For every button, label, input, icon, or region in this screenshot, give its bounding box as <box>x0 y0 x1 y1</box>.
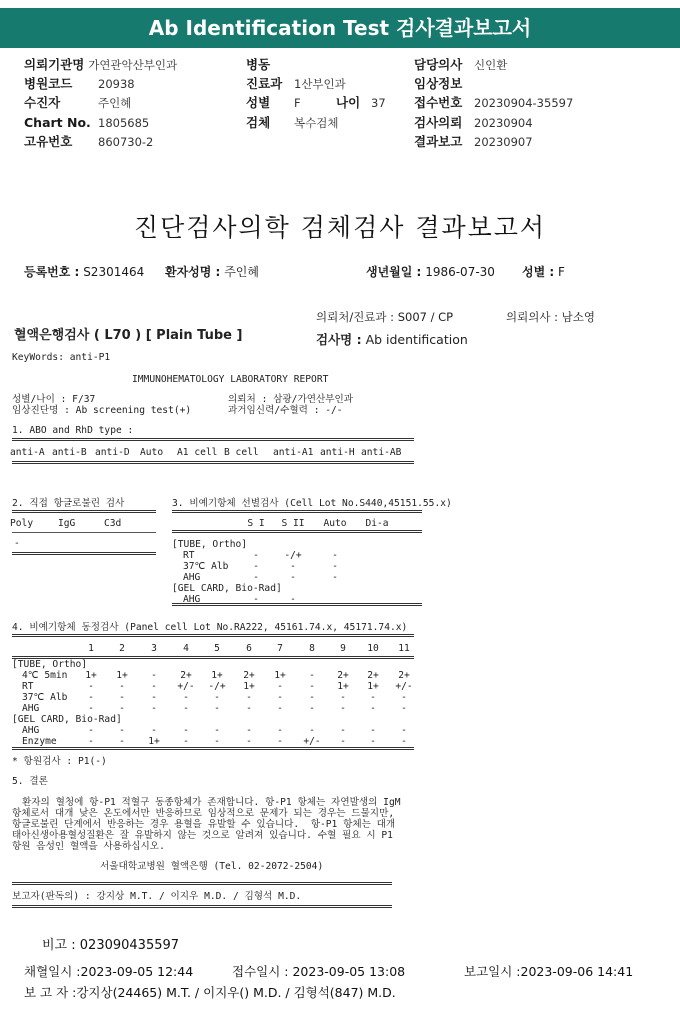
panel-cell: - <box>277 725 283 736</box>
panel-cell: 2+ <box>398 670 410 681</box>
panel-cell: - <box>309 725 315 736</box>
panel-cell: - <box>151 703 157 714</box>
hospital-row <box>24 58 177 72</box>
conclusion-line: 항원 음성인 혈액을 사용하십시오. <box>12 841 165 852</box>
final-reporter-value: 강지상(24465) M.T. / 이지우() M.D. / 김형석(847) M.D. <box>76 985 396 1000</box>
screen-cell: - <box>253 550 259 561</box>
sex-value: F <box>294 96 301 110</box>
history: 과거임신력/수혈력 : -/- <box>228 405 343 416</box>
panel-cell: - <box>183 736 189 747</box>
divider <box>12 510 156 513</box>
panel-cell: 1+ <box>85 670 97 681</box>
panel-row-label: Enzyme <box>22 736 57 747</box>
divider <box>12 461 414 464</box>
blood-bank-contact: 서울대학교병원 혈액은행 (Tel. 02-2072-2504) <box>100 861 324 872</box>
conclusion-title: 5. 결론 <box>12 776 48 787</box>
divider <box>172 530 422 533</box>
panel-cell: - <box>401 692 407 703</box>
registration-no: 등록번호 : S2301464 <box>24 265 145 279</box>
abo-title: 1. ABO and RhD type : <box>12 425 134 436</box>
panel-cell: - <box>246 703 252 714</box>
id-label: 고유번호 <box>24 134 73 149</box>
panel-cell: - <box>309 692 315 703</box>
screen-cell: - <box>253 594 259 605</box>
panel-cell: - <box>151 725 157 736</box>
patient-name-value: 주인혜 <box>224 265 259 279</box>
conclusion-line: 항글로불린 단계에서 반응하는 경우 용혈을 유발할 수 있습니다. 항-P1 항체는 대개 <box>12 819 396 830</box>
screen-cell: - <box>253 561 259 572</box>
panel-cell: - <box>340 736 346 747</box>
panel-row-label: 4℃ 5min <box>22 670 68 681</box>
panel-cell: - <box>119 725 125 736</box>
panel-cell: 1+ <box>367 681 379 692</box>
panel-col: 8 <box>309 643 315 654</box>
sex-label: 성별 <box>246 95 271 110</box>
patient-sex: 성별 : F <box>522 265 565 279</box>
panel-cell: - <box>246 725 252 736</box>
remark-value: 023090435597 <box>79 938 180 953</box>
dob-value: 1986-07-30 <box>425 265 495 279</box>
panel-col: 9 <box>340 643 346 654</box>
panel-title: 4. 비예기항체 동정검사 (Panel cell Lot No.RA222, 45161.74.x, 45171.74.x) <box>12 622 408 633</box>
dept-label: 진료과 <box>246 76 283 91</box>
panel-cell: - <box>119 703 125 714</box>
report-value: 2023-09-06 14:41 <box>520 964 634 979</box>
panel-cell: - <box>277 736 283 747</box>
abo-col: anti-A1 <box>273 447 314 458</box>
divider <box>12 532 156 533</box>
panel-cell: - <box>214 736 220 747</box>
final-reporter: 보 고 자 :강지상(24465) M.T. / 이지우() M.D. / 김형석(847) M.D. <box>24 985 396 1000</box>
panel-col: 7 <box>277 643 283 654</box>
divider <box>12 634 414 637</box>
test-name-value: Ab identification <box>365 332 468 347</box>
id-value: 860730-2 <box>98 135 154 149</box>
panel-cell: - <box>88 681 94 692</box>
panel-cell: +/- <box>303 736 321 747</box>
panel-cell: - <box>340 725 346 736</box>
panel-cell: - <box>183 703 189 714</box>
divider <box>172 510 422 513</box>
panel-cell: - <box>370 736 376 747</box>
main-report-title: 진단검사의학 검체검사 결과보고서 <box>133 213 547 242</box>
panel-cell: - <box>151 692 157 703</box>
screen-title: 3. 비예기항체 선별검사 (Cell Lot No.S440,45151.55.x) <box>172 498 452 509</box>
panel-row-label: RT <box>22 681 34 692</box>
panel-row-label: [GEL CARD, Bio-Rad] <box>12 714 122 725</box>
referral-dept: 의뢰처/진료과 : S007 / CP <box>316 310 454 324</box>
screen-row-label: RT <box>183 550 195 561</box>
reporter-line: 보고자(판독의) : 강지상 M.T. / 이지우 M.D. / 김형석 M.D. <box>12 891 302 902</box>
dept-value: 1산부인과 <box>294 77 346 91</box>
screen-row-label: AHG <box>183 594 201 605</box>
panel-cell: - <box>88 703 94 714</box>
request-label: 검사의뢰 <box>414 115 463 130</box>
panel-cell: - <box>277 692 283 703</box>
code-value: 20938 <box>98 77 135 91</box>
panel-cell: 2+ <box>337 670 349 681</box>
receiver-label: 수진자 <box>24 95 61 110</box>
divider <box>12 552 156 555</box>
receive-value: 2023-09-05 13:08 <box>292 964 406 979</box>
report-value: 20230907 <box>474 135 533 149</box>
dat-col: IgG <box>58 518 76 529</box>
abo-col: anti-H <box>320 447 355 458</box>
specimen-label: 검체 <box>246 115 271 130</box>
panel-row-label: AHG <box>22 725 40 736</box>
panel-row-label: [TUBE, Ortho] <box>12 659 88 670</box>
lab-report-title: IMMUNOHEMATOLOGY LABORATORY REPORT <box>132 374 329 385</box>
abo-col: B cell <box>224 447 259 458</box>
screen-row-label: [GEL CARD, Bio-Rad] <box>172 583 282 594</box>
panel-cell: - <box>401 703 407 714</box>
screen-cell: - <box>290 594 296 605</box>
panel-col: 5 <box>214 643 220 654</box>
panel-cell: - <box>370 692 376 703</box>
screen-col: Auto <box>323 518 347 529</box>
screen-col: Di-a <box>365 518 389 529</box>
panel-cell: - <box>214 692 220 703</box>
abo-col: A1 cell <box>177 447 218 458</box>
code-label: 병원코드 <box>24 76 73 91</box>
panel-cell: - <box>277 703 283 714</box>
antigen-result: * 항원검사 : P1(-) <box>12 756 107 767</box>
panel-cell: - <box>214 725 220 736</box>
doctor-value: 신인환 <box>474 58 508 72</box>
panel-col: 10 <box>367 643 379 654</box>
panel-col: 1 <box>88 643 94 654</box>
age-label: 나이 <box>336 95 361 110</box>
panel-cell: - <box>214 703 220 714</box>
panel-cell: +/- <box>395 681 413 692</box>
panel-cell: - <box>370 725 376 736</box>
panel-row-label: AHG <box>22 703 40 714</box>
panel-cell: 1+ <box>148 736 160 747</box>
report-label: 결과보고 <box>414 134 463 149</box>
panel-cell: - <box>183 692 189 703</box>
dat-col: Poly <box>10 518 34 529</box>
keywords: KeyWords: anti-P1 <box>12 352 111 363</box>
panel-col: 4 <box>183 643 189 654</box>
doctor-label: 담당의사 <box>414 57 463 72</box>
panel-cell: 2+ <box>367 670 379 681</box>
panel-cell: - <box>119 692 125 703</box>
dat-title: 2. 직접 항글로불린 검사 <box>12 498 125 509</box>
collect-time: 채혈일시 :2023-09-05 12:44 <box>24 964 194 979</box>
panel-cell: - <box>151 670 157 681</box>
clinical-label: 임상정보 <box>414 76 463 91</box>
panel-cell: - <box>340 703 346 714</box>
report-title-bar: Ab Identification Test 검사결과보고서 <box>0 8 680 48</box>
screen-row-label: 37℃ Alb <box>183 561 229 572</box>
panel-col: 6 <box>246 643 252 654</box>
screen-row-label: [TUBE, Ortho] <box>172 539 248 550</box>
panel-cell: +/- <box>177 681 195 692</box>
abo-col: anti-D <box>95 447 130 458</box>
chart-value: 1805685 <box>98 116 150 130</box>
abo-col: anti-AB <box>361 447 402 458</box>
divider <box>12 747 414 750</box>
screen-cell: - <box>332 572 338 583</box>
receipt-value: 20230904-35597 <box>474 96 574 110</box>
report-time: 보고일시 :2023-09-06 14:41 <box>464 964 634 979</box>
receipt-label: 접수번호 <box>414 95 463 110</box>
diagnosis: 임상진단명 : Ab screening test(+) <box>12 405 192 416</box>
panel-cell: - <box>119 681 125 692</box>
panel-cell: - <box>309 670 315 681</box>
test-name: 검사명 : Ab identification <box>316 332 468 347</box>
panel-cell: - <box>119 736 125 747</box>
panel-cell: - <box>277 681 283 692</box>
specimen-value: 복수검체 <box>294 116 339 130</box>
panel-col: 11 <box>398 643 410 654</box>
abo-col: Auto <box>140 447 164 458</box>
screen-cell: - <box>332 550 338 561</box>
panel-cell: - <box>370 703 376 714</box>
ward-label: 병동 <box>246 57 271 72</box>
screen-cell: - <box>332 561 338 572</box>
screen-cell: - <box>253 572 259 583</box>
panel-cell: - <box>401 736 407 747</box>
screen-col: S II <box>281 518 305 529</box>
screen-cell: -/+ <box>284 550 302 561</box>
dob: 생년월일 : 1986-07-30 <box>366 265 495 279</box>
code-row <box>24 77 72 91</box>
panel-col: 3 <box>151 643 157 654</box>
abo-col: anti-A <box>10 447 45 458</box>
divider <box>12 882 392 885</box>
sex-age: 성별/나이 : F/37 <box>12 394 96 405</box>
panel-cell: - <box>340 692 346 703</box>
patient-sex-value: F <box>558 265 565 279</box>
chart-label: Chart No. <box>24 115 91 130</box>
dat-value: - <box>14 538 20 549</box>
panel-cell: - <box>88 725 94 736</box>
panel-cell: - <box>183 725 189 736</box>
panel-cell: 1+ <box>243 681 255 692</box>
hospital-value: 가연관악산부인과 <box>88 58 178 72</box>
conclusion-line: 환자의 혈청에 항-P1 적혈구 동종항체가 존재합니다. 항-P1 항체는 자연발생의 IgM <box>22 797 401 808</box>
screen-col: S I <box>247 518 265 529</box>
panel-cell: - <box>88 692 94 703</box>
divider <box>12 905 392 908</box>
collect-value: 2023-09-05 12:44 <box>80 964 194 979</box>
panel-col: 2 <box>119 643 125 654</box>
remark: 비고 : 023090435597 <box>42 938 180 953</box>
screen-row-label: AHG <box>183 572 201 583</box>
patient-name: 환자성명 : 주인혜 <box>165 265 259 279</box>
request-value: 20230904 <box>474 116 533 130</box>
panel-cell: - <box>309 681 315 692</box>
receiver-value: 주인혜 <box>98 96 132 110</box>
abo-col: anti-B <box>52 447 87 458</box>
panel-cell: - <box>246 692 252 703</box>
panel-cell: 1+ <box>337 681 349 692</box>
panel-cell: 1+ <box>274 670 286 681</box>
conclusion-line: 태아신생아용혈성질환은 잘 유발하지 않는 것으로 알려져 있습니다. 수혈 필요 시 P1 <box>12 830 393 841</box>
panel-cell: -/+ <box>208 681 226 692</box>
panel-cell: - <box>309 703 315 714</box>
section-title: 혈액은행검사 ( L70 ) [ Plain Tube ] <box>14 328 243 343</box>
referral-doctor: 의뢰의사 : 남소영 <box>506 310 595 324</box>
panel-cell: - <box>401 725 407 736</box>
screen-cell: - <box>290 561 296 572</box>
divider <box>12 438 414 441</box>
panel-row-label: 37℃ Alb <box>22 692 68 703</box>
conclusion-line: 항체로서 대개 낮은 온도에서만 반응하므로 임상적으로 문제가 되는 경우는 드물지만, <box>12 808 395 819</box>
registration-value: S2301464 <box>83 265 145 279</box>
hospital-label: 의뢰기관명 <box>24 57 85 72</box>
dat-col: C3d <box>104 518 122 529</box>
divider <box>172 603 422 606</box>
panel-cell: 1+ <box>211 670 223 681</box>
receive-time: 접수일시 : 2023-09-05 13:08 <box>232 964 406 979</box>
panel-cell: - <box>88 736 94 747</box>
panel-cell: 1+ <box>116 670 128 681</box>
referral: 의뢰처 : 삼광/가연산부인과 <box>228 394 354 405</box>
panel-cell: - <box>246 736 252 747</box>
screen-cell: - <box>290 572 296 583</box>
panel-cell: 2+ <box>243 670 255 681</box>
age-value: 37 <box>371 96 386 110</box>
panel-cell: - <box>151 681 157 692</box>
panel-cell: 2+ <box>180 670 192 681</box>
